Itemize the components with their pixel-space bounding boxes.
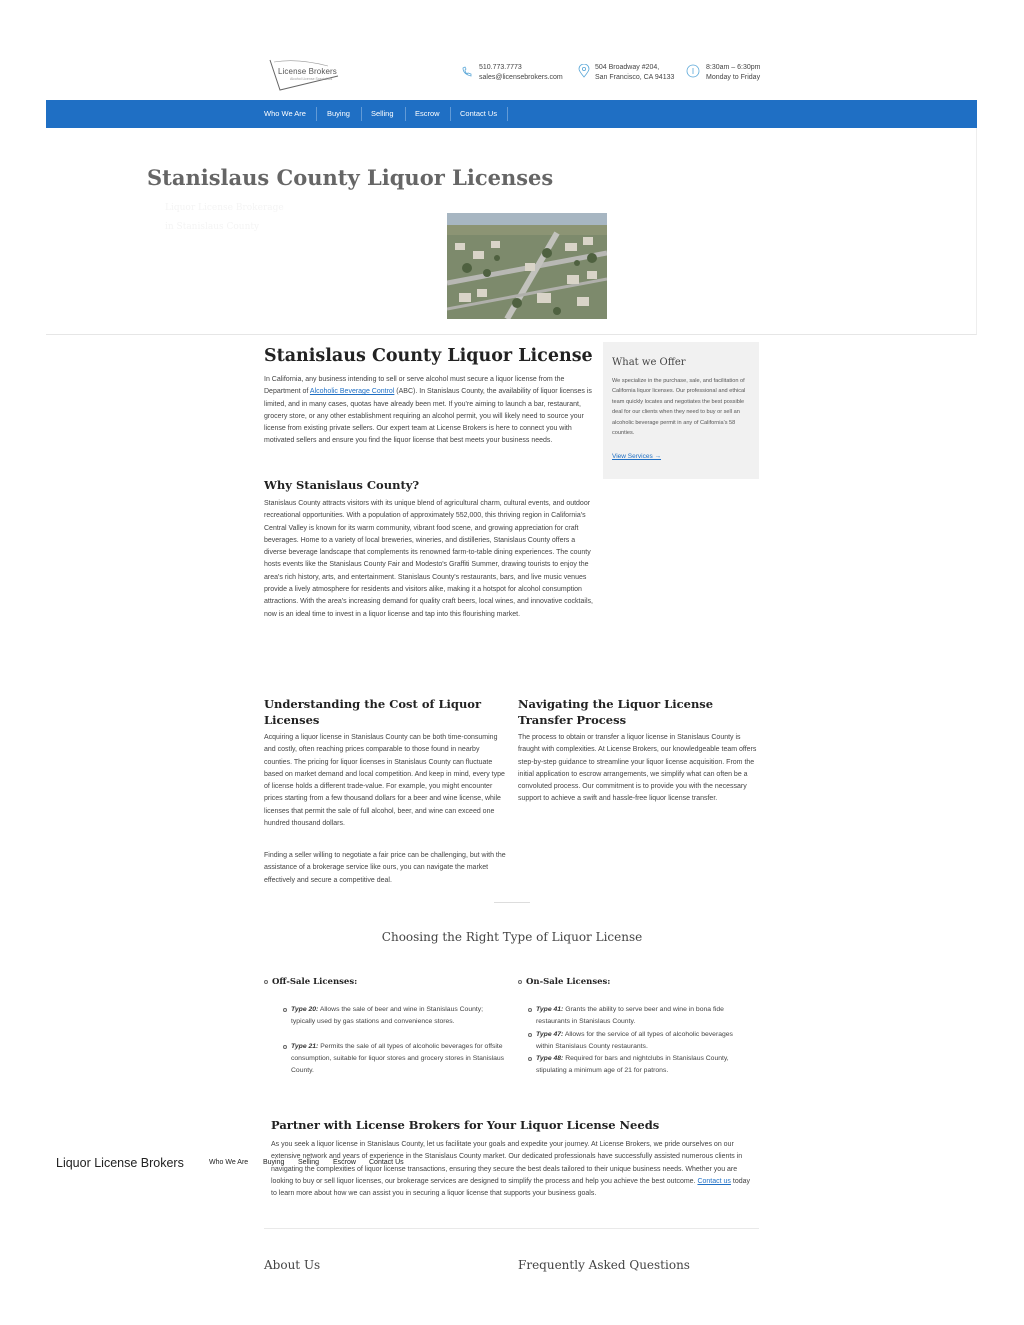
why-title: Why Stanislaus County? — [264, 478, 420, 492]
nav-separator — [450, 107, 451, 121]
address-contact — [595, 63, 674, 83]
list-item — [536, 1004, 751, 1028]
license-type-name: Type 47: — [536, 1031, 564, 1038]
sticky-nav-contact-us[interactable]: Contact Us — [369, 1159, 404, 1166]
hero-aerial-image — [447, 213, 607, 319]
license-type-name: Type 20: — [291, 1006, 319, 1013]
partner-paragraph — [271, 1139, 753, 1200]
hours-line-1: 8:30am – 6:30pm — [706, 64, 761, 71]
on-sale-title: On-Sale Licenses: — [526, 977, 611, 987]
bullet-icon — [528, 1057, 532, 1061]
hours-line-2: Monday to Friday — [706, 74, 761, 81]
about-us-heading[interactable]: About Us — [264, 1258, 321, 1272]
license-type-name: Type 48: — [536, 1055, 564, 1062]
bullet-icon — [264, 980, 268, 984]
transfer-paragraph: The process to obtain or transfer a liquor license in Stanislaus County is fraught with complexities. At License Brokers, our knowledgeable team offers step-by-step guidance to streamline your liquor license acquisition. From the initial application to escrow arrangements, we simplify what can often be a convoluted process. Our commitment is to provide you with the necessary support to achieve a swift and hassle-free liquor license transfer. — [518, 734, 757, 803]
faq-heading[interactable]: Frequently Asked Questions — [518, 1258, 690, 1272]
hero-ghost-line-1: Liquor License Brokerage — [165, 203, 284, 213]
sidebar-title: What we Offer — [612, 357, 686, 368]
nav-selling[interactable]: Selling — [371, 109, 394, 118]
sticky-brand[interactable]: Liquor License Brokers — [56, 1156, 184, 1170]
partner-title: Partner with License Brokers for Your Liquor License Needs — [271, 1118, 660, 1132]
license-type-name: Type 41: — [536, 1006, 564, 1013]
section-divider — [494, 902, 530, 903]
cost-paragraph-2: Finding a seller willing to negotiate a fair price can be challenging, but with the assistance of a brokerage service like ours, you can navigate the market effectively and secure a competitive deal. — [264, 852, 506, 884]
nav-separator — [316, 107, 317, 121]
license-type-desc: Permits the sale of all types of alcoholic beverages for offsite consumption, suitable for liquor stores and grocery stores in Stanislaus County. — [291, 1043, 505, 1075]
main-title: Stanislaus County Liquor License — [264, 346, 593, 366]
address-line-2: San Francisco, CA 94133 — [595, 74, 675, 81]
abc-link[interactable]: Alcoholic Beverage Control — [309, 388, 395, 396]
list-item — [291, 1041, 506, 1078]
email-address[interactable]: sales@licensebrokers.com — [479, 74, 563, 81]
main-nav — [46, 100, 977, 128]
intro-paragraph — [264, 374, 594, 448]
hero-title: Stanislaus County Liquor Licenses — [147, 165, 554, 190]
logo-text: License Brokers — [278, 67, 337, 76]
list-item — [536, 1053, 751, 1077]
clock-icon — [686, 64, 700, 78]
phone-number[interactable]: 510.773.7773 — [479, 64, 522, 71]
sticky-nav-selling[interactable]: Selling — [298, 1159, 320, 1166]
nav-separator — [405, 107, 406, 121]
partner-text-end: today to learn more about how we can assist you in securing a liquor license that supports your business goals. — [271, 1177, 751, 1198]
sticky-nav-who-we-are[interactable]: Who We Are — [209, 1159, 249, 1166]
bullet-icon — [528, 1033, 532, 1037]
phone-contact[interactable] — [479, 63, 563, 83]
license-type-name: Type 21: — [291, 1043, 319, 1050]
view-services-link[interactable]: View Services → — [612, 453, 662, 460]
nav-who-we-are[interactable]: Who We Are — [264, 109, 306, 118]
bullet-icon — [518, 980, 522, 984]
off-sale-heading — [264, 977, 357, 987]
nav-separator — [361, 107, 362, 121]
nav-buying[interactable]: Buying — [327, 109, 350, 118]
types-title: Choosing the Right Type of Liquor License — [381, 930, 643, 944]
map-pin-icon — [578, 64, 590, 78]
sidebar-text: We specialize in the purchase, sale, and facilitation of California liquor licenses. Our professional and ethical team quickly locates and negotiates the best possible deal for our clients when they need to buy or sell an alcoholic beverage permit in any of California's 58 counties. — [612, 378, 746, 437]
address-line-1: 504 Broadway #204, — [595, 64, 660, 71]
list-item — [291, 1004, 506, 1028]
logo-subtitle: Alcohol License Specialists — [290, 77, 333, 81]
license-type-desc: Allows the sale of beer and wine in Stanislaus County; typically used by gas stations and convenience stores. — [291, 1006, 484, 1026]
bullet-icon — [283, 1045, 287, 1049]
on-sale-heading — [518, 977, 610, 987]
hero-ghost-line-2: in Stanislaus County — [165, 222, 260, 232]
sticky-nav-buying[interactable]: Buying — [263, 1159, 285, 1166]
nav-escrow[interactable]: Escrow — [415, 109, 440, 118]
intro-text-end: (ABC). In Stanislaus County, the availability of liquor licenses is limited, and in many cases, quotas have already been met. If you're aiming to launch a bar, restaurant, grocery store, or any other establishment requiring an alcohol permit, you will likely need to source your license from existing private sellers. Our expert team at License Brokers is here to connect you with motivated sellers and ensure you find the liquor license that best meets your business needs. — [264, 388, 592, 445]
phone-icon — [461, 66, 473, 78]
intro-text-start: In California, any business intending to sell or serve alcohol must secure a liquor license from the Department of — [264, 376, 565, 396]
logo[interactable] — [268, 56, 340, 92]
license-type-desc: Allows for the service of all types of alcoholic beverages within Stanislaus County restaurants. — [536, 1031, 733, 1051]
nav-separator — [507, 107, 508, 121]
transfer-title: Navigating the Liquor License Transfer Process — [518, 697, 714, 727]
bullet-icon — [283, 1008, 287, 1012]
what-we-offer-box — [603, 342, 759, 479]
nav-contact-us[interactable]: Contact Us — [460, 109, 498, 118]
footer-divider — [264, 1228, 759, 1229]
license-type-desc: Required for bars and nightclubs in Stanislaus County, stipulating a minimum age of 21 for patrons. — [536, 1055, 729, 1075]
partner-text-start: As you seek a liquor license in Stanislaus County, let us facilitate your goals and expedite your journey. At License Brokers, we pride ourselves on our extensive network and years of experience in the Stanislaus County market. Our dedicated professionals have successfully assisted numerous clients in navigating the complexities of liquor license transactions, ensuring they secure the best deals tailored to their unique business needs. Whether you are looking to buy or sell liquor licenses, our brokerage services are designed to simplify the process and help you achieve the best outcome. — [271, 1141, 743, 1185]
off-sale-title: Off-Sale Licenses: — [272, 977, 358, 987]
hours-contact — [706, 63, 760, 83]
list-item — [536, 1029, 751, 1053]
bullet-icon — [528, 1008, 532, 1012]
cost-paragraph-1: Acquiring a liquor license in Stanislaus County can be both time-consuming and costly, often reaching prices comparable to those found in nearby counties. The pricing for liquor licenses in Stanislaus County can fluctuate based on market demand and local competition. And keep in mind, every type of license holds a different trade-value. For example, you might encounter prices starting from a few thousand dollars for a beer and wine license, while licenses that permit the sale of full alcohol, beer, and wine can exceed one hundred thousand dollars. — [264, 734, 505, 828]
contact-us-link[interactable]: Contact us — [697, 1177, 731, 1185]
why-paragraph: Stanislaus County attracts visitors with its unique blend of agricultural charm, cultural events, and outdoor recreational opportunities. With a population of approximately 552,000, this thriving region in California's Central Valley is known for its warm community, vibrant food scene, and growing appreciation for craft beverages. Home to a variety of local breweries, wineries, and distilleries, Stanislaus County offers a diverse beverage landscape that complements its renowned farm-to-table dining experiences. The county hosts events like the Stanislaus County Fair and Modesto's Graffiti Summer, drawing tourists to enjoy the area's rich history, arts, and entertainment. Stanislaus County's restaurants, bars, and live music venues provide a lively atmosphere for residents and visitors alike, making it a hotspot for alcohol consumption attractions. With the area's increasing demand for quality craft beers, local wines, and innovative cocktails, now is an ideal time to invest in a liquor license and tap into this flourishing market. — [264, 500, 593, 618]
license-type-desc: Grants the ability to serve beer and wine in bona fide restaurants in Stanislaus County. — [536, 1006, 724, 1026]
sticky-nav-escrow[interactable]: Escrow — [333, 1159, 356, 1166]
cost-title: Understanding the Cost of Liquor Licenses — [264, 697, 482, 727]
